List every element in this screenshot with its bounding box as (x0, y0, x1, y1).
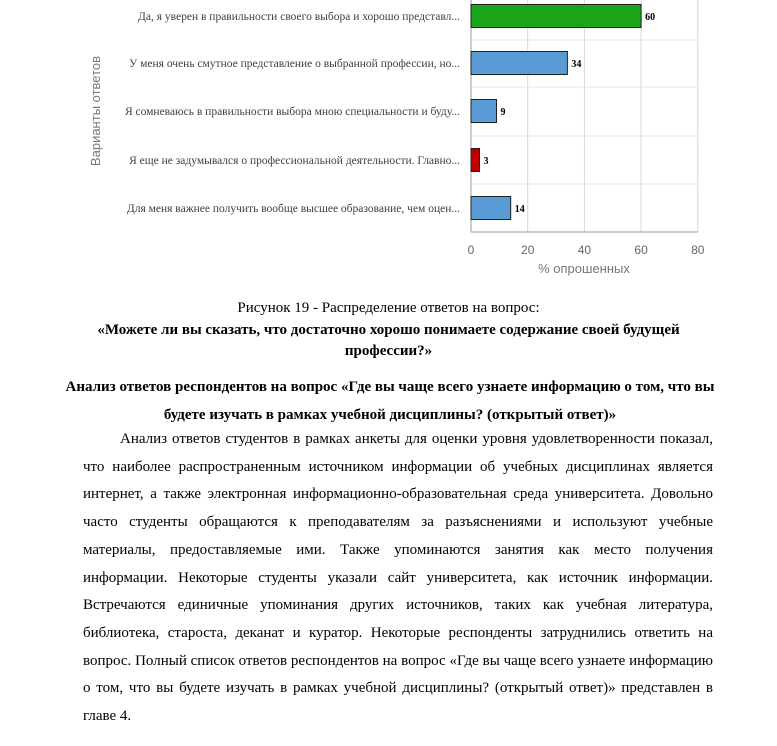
y-axis-title: Варианты ответов (88, 55, 103, 167)
body-paragraph: Анализ ответов студентов в рамках анкеты для оценки уровня удовлетворенности показал, что наиболее распространенным источником информации об учебных дисциплинах является интернет, а также электронная информационно-образовательная среда университета. Довольно часто студенты обращаются к преподавателям за разъяснениями и используют учебные материалы, предоставляемые ими. Также упоминаются занятия как место получения информации. Некоторые студенты указали сайт университета, как источник информации. Встречаются единичные упоминания других источников, таких как учебная литература, библиотека, староста, деканат и куратор. Некоторые респонденты затруднились ответить на вопрос. Полный список ответов респондентов на вопрос «Где вы чаще всего узнаете информацию о том, что вы будете изучать в рамках учебной дисциплины? (открытый ответ)» представлен в главе 4. (83, 431, 713, 725)
x-tick-label: 80 (691, 243, 705, 257)
bar (471, 5, 641, 28)
section-heading: Анализ ответов респондентов на вопрос «Где вы чаще всего узнаете информацию о том, что вы будете изучать в рамках учебной дисциплины? (открытый ответ)» (65, 379, 715, 423)
figure-caption-question: «Можете ли вы сказать, что достаточно хорошо понимаете содержание своей будущей профессии?» (97, 322, 680, 359)
x-tick-label: 0 (467, 243, 475, 257)
category-label: Я еще не задумывался о профессиональной деятельности. Главно... (129, 155, 460, 167)
bar-chart-figure (0, 0, 777, 285)
category-label: Да, я уверен в правильности своего выбора и хорошо представл... (138, 11, 460, 23)
figure-caption-title: Рисунок 19 - Распределение ответов на вопрос: (237, 300, 540, 316)
x-tick-label: 40 (577, 243, 592, 257)
bar (471, 100, 497, 123)
data-label: 3 (483, 156, 489, 167)
category-label: Для меня важнее получить вообще высшее образование, чем оцен... (126, 203, 460, 215)
x-tick-label: 20 (521, 243, 535, 257)
data-label: 34 (571, 59, 582, 70)
x-axis-title: % опрошенных (538, 261, 630, 276)
data-label: 60 (645, 12, 656, 23)
bar (471, 52, 567, 75)
bar (471, 197, 511, 220)
x-tick-label: 60 (634, 243, 648, 257)
category-label: У меня очень смутное представление о выбранной профессии, но... (129, 58, 460, 70)
bar-chart (0, 0, 777, 285)
data-label: 9 (500, 107, 506, 118)
category-label: Я сомневаюсь в правильности выбора мною специальности и буду... (124, 106, 460, 118)
data-label: 14 (514, 204, 525, 215)
bar (471, 149, 480, 172)
